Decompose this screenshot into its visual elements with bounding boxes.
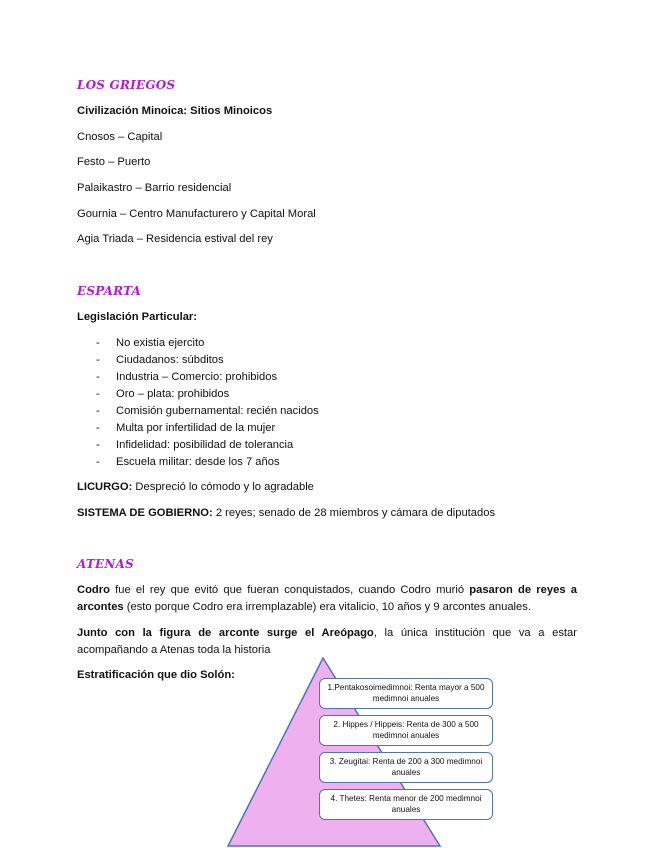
site-item: Palaikastro – Barrio residencial	[77, 182, 232, 194]
class-box-pentakosiomedimnoi: 1.Pentakosoimedimnoi: Renta mayor a 500 medimnoi anuales	[319, 678, 493, 709]
legislacion-subtitle: Legislación Particular:	[77, 311, 197, 323]
gobierno-line: SISTEMA DE GOBIERNO: 2 reyes; senado de 28 miembros y cámara de diputados	[77, 507, 496, 519]
codro-paragraph: Codro fue el rey que evitó que fueran conquistados, cuando Codro murió pasaron de reyes a arcontes (esto porque Codro era irremplazable) era vitalicio, 10 años y 9 arcontes anuales.	[77, 584, 577, 613]
heading-esparta: ESPARTA	[77, 284, 142, 298]
site-item: Cnosos – Capital	[77, 131, 163, 143]
site-item: Festo – Puerto	[77, 156, 151, 168]
list-item: - No existia ejercito	[96, 337, 205, 349]
list-item: - Comisión gubernamental: recién nacidos	[96, 405, 319, 417]
list-item: - Infidelidad: posibilidad de tolerancia	[96, 439, 294, 451]
list-item: - Ciudadanos: súbditos	[96, 354, 224, 366]
list-item: - Escuela militar: desde los 7 años	[96, 456, 280, 468]
areopago-paragraph: Junto con la figura de arconte surge el Areópago, la única institución que va a estar acompañando a Atenas toda la historia	[77, 627, 577, 656]
site-item: Gournia – Centro Manufacturero y Capital Moral	[77, 208, 316, 220]
list-item: - Oro – plata: prohibidos	[96, 388, 230, 400]
heading-griegos: LOS GRIEGOS	[77, 78, 176, 92]
licurgo-line: LICURGO: Despreció lo cómodo y lo agradable	[77, 481, 314, 493]
list-item: - Multa por infertilidad de la mujer	[96, 422, 276, 434]
site-item: Agia Triada – Residencia estival del rey	[77, 233, 273, 245]
class-box-thetes: 4. Thetes: Renta menor de 200 medimnoi anuales	[319, 789, 493, 820]
estratificacion-label: Estratificación que dio Solón:	[77, 669, 235, 681]
legislacion-list	[96, 336, 319, 472]
list-item: - Industria – Comercio: prohibidos	[96, 371, 278, 383]
class-box-zeugitai: 3. Zeugitai: Renta de 200 a 300 medimnoi anuales	[319, 752, 493, 783]
class-box-hippeis: 2. Hippes / Hippeis: Renta de 300 a 500 medimnoi anuales	[319, 715, 493, 746]
minoica-subtitle: Civilización Minoica: Sitios Minoicos	[77, 105, 273, 117]
heading-atenas: ATENAS	[77, 557, 134, 571]
